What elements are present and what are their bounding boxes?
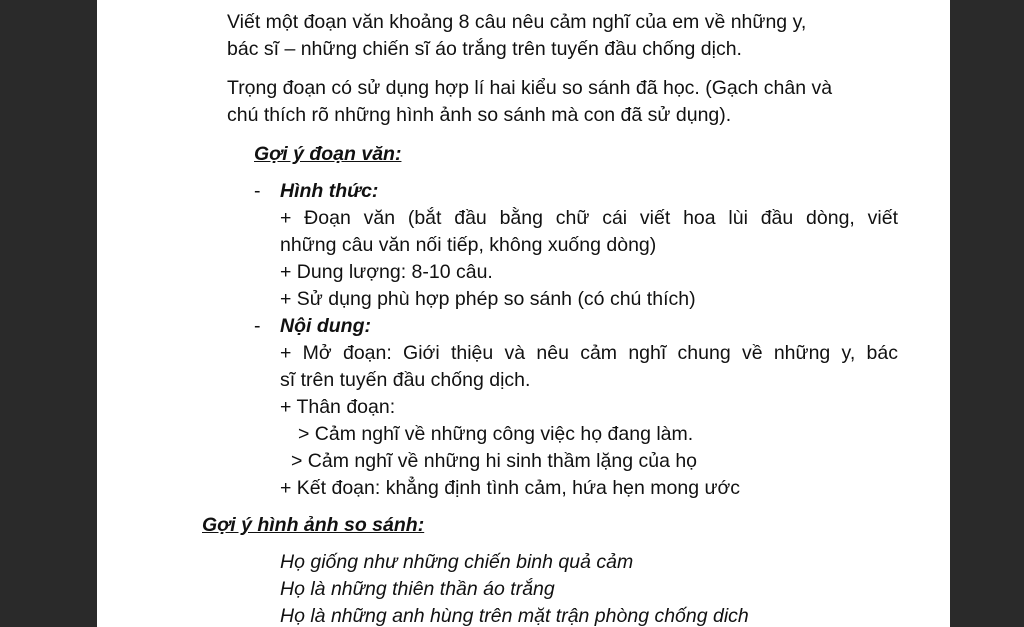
content-closing: + Kết đoạn: khẳng định tình cảm, hứa hẹn mong ước <box>280 477 741 499</box>
task-line-1: Viết một đoạn văn khoảng 8 câu nêu cảm nghĩ của em về những y, <box>227 11 807 33</box>
form-item-1-line-2: những câu văn nối tiếp, không xuống dòng) <box>280 234 657 256</box>
form-item-2: + Dung lượng: 8-10 câu. <box>280 261 493 283</box>
form-item-3: + Sử dụng phù hợp phép so sánh (có chú thích) <box>280 288 696 310</box>
content-opening-line-2: sĩ trên tuyến đầu chống dịch. <box>280 369 531 391</box>
form-item-1-line-1: + Đoạn văn (bắt đầu bằng chữ cái viết hoa lùi đầu dòng, viết <box>280 207 898 229</box>
task-line-2: bác sĩ – những chiến sĩ áo trắng trên tuyến đầu chống dịch. <box>227 38 742 60</box>
comparison-heading: Gợi ý hình ảnh so sánh: <box>202 514 425 536</box>
content-body-point-1: > Cảm nghĩ về những công việc họ đang làm. <box>298 423 694 445</box>
content-bullet: - <box>254 315 261 337</box>
content-body-point-2: > Cảm nghĩ về những hi sinh thầm lặng của họ <box>291 450 698 472</box>
task-line-4: chú thích rõ những hình ảnh so sánh mà con đã sử dụng). <box>227 104 732 126</box>
comparison-item: Họ giống như những chiến binh quả cảm <box>280 551 634 573</box>
content-title: Nội dung: <box>280 315 371 337</box>
form-title: Hình thức: <box>280 180 379 202</box>
form-bullet: - <box>254 180 261 202</box>
document-page <box>97 0 950 627</box>
content-opening-line-1: + Mở đoạn: Giới thiệu và nêu cảm nghĩ chung về những y, bác <box>280 342 898 364</box>
suggestion-heading: Gợi ý đoạn văn: <box>254 143 402 165</box>
comparison-item: Họ là những anh hùng trên mặt trận phòng chống dich <box>280 605 749 627</box>
comparison-item: Họ là những thiên thần áo trắng <box>280 578 555 600</box>
content-body-title: + Thân đoạn: <box>280 396 396 418</box>
task-line-3: Trọng đoạn có sử dụng hợp lí hai kiểu so sánh đã học. (Gạch chân và <box>227 77 833 99</box>
